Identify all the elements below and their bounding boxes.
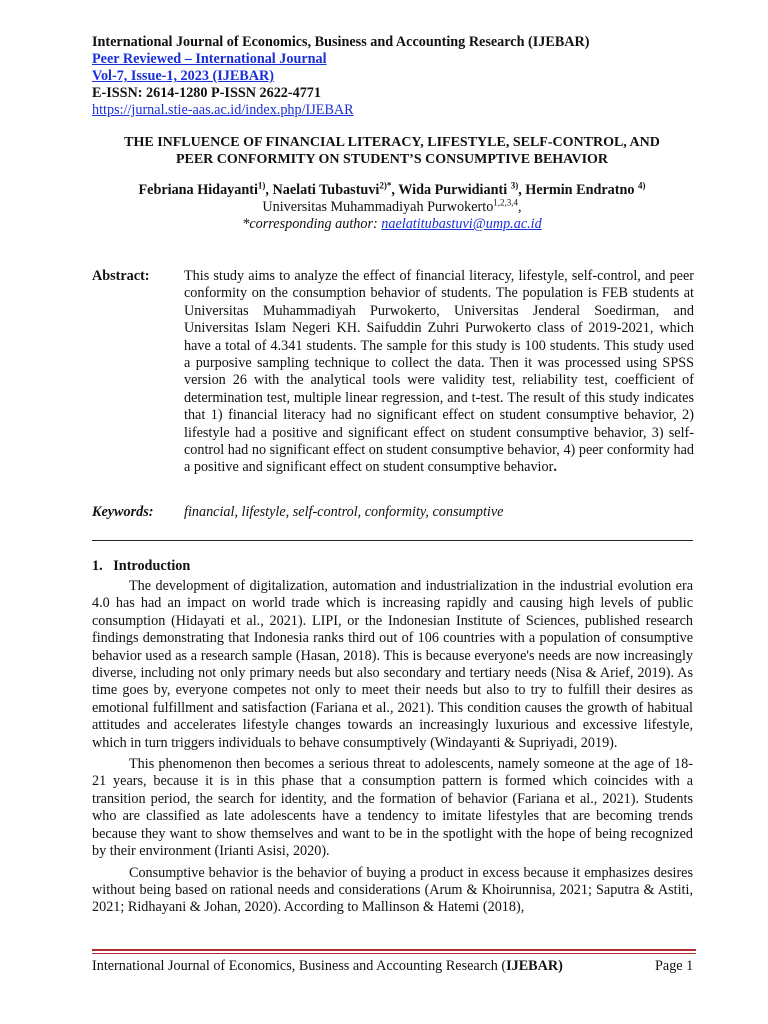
footer-rule-thin — [92, 953, 696, 954]
affiliation-sup: 1,2,3,4 — [493, 197, 519, 208]
corresponding-author — [90, 216, 694, 233]
author-2-sup: 2)* — [379, 180, 392, 191]
affiliation-name: Universitas Muhammadiyah Purwokerto — [262, 199, 494, 215]
paragraph: This phenomenon then becomes a serious threat to adolescents, namely someone at the age of 18-21 years, because it is in this phase that a consumption pattern is formed which coincides with a transition period, the search for identity, and the formation of behavior (Fariana et al., 2021). Students who are classified as late adolescents have a tendency to imitate lifestyles that are becoming trends because they want to show themselves and want to be in the spotlight with the hope of being recognized by their environment (Irianti Asisi, 2020). — [92, 756, 693, 860]
abstract-text — [184, 268, 694, 477]
paragraph: The development of digitalization, automation and industrialization in the industrial evolution era 4.0 has had an impact on world trade which is increasing rapidly and causing high levels of public consumption (Hidayati et al., 2021). LIPI, or the Indonesian Institute of Sciences, published research findings demonstrating that Indonesia ranks third out of 106 countries with a population of consumptive behavior used as a research sample (Hasan, 2018). This is because everyone's needs are now increasingly diverse, including not only primary needs but also secondary and tertiary needs (Nisa & Arief, 2019). As time goes by, everyone competes not only to meet their needs but also to try to fulfill their desires as emotional fulfillment and satisfaction (Fariana et al., 2021). This condition causes the growth of habitual attitudes and accelerates lifestyle changes towards an increasingly luxurious and excessive lifestyle, which in turn triggers individuals to behave consumptively (Windayanti & Supriyadi, 2019). — [92, 578, 693, 751]
paper-title — [90, 134, 694, 168]
section-heading: 1. Introduction — [92, 558, 191, 574]
title-line-2: PEER CONFORMITY ON STUDENT’S CONSUMPTIVE BEHAVIOR — [175, 152, 609, 167]
title-line-1: THE INFLUENCE OF FINANCIAL LITERACY, LIFESTYLE, SELF-CONTROL, AND — [124, 135, 660, 150]
footer-journal-name: International Journal of Economics, Business and Accounting Research ( — [92, 958, 507, 974]
abstract-end: . — [553, 459, 557, 476]
page-number: Page 1 — [655, 958, 694, 974]
introduction-body — [92, 578, 693, 921]
author-4-sup: 4) — [638, 180, 646, 191]
issn: E-ISSN: 2614-1280 P-ISSN 2622-4771 — [92, 85, 321, 101]
volume-link[interactable]: Vol-7, Issue-1, 2023 (IJEBAR) — [92, 68, 274, 84]
journal-name: International Journal of Economics, Business and Accounting Research (IJEBAR) — [92, 34, 590, 50]
author-1: Febriana Hidayanti — [138, 182, 258, 198]
paragraph: Consumptive behavior is the behavior of buying a product in excess because it emphasizes desires without being based on rational needs and considerations (Arum & Khoirunnisa, 2021; Saputra & Astiti, 2021; Ridhayani & Johan, 2020). According to Mallinson & Hatemi (2018), — [92, 864, 693, 916]
abstract-label: Abstract: — [92, 268, 150, 284]
footer-rule-thick — [92, 949, 696, 951]
author-2: Naelati Tubastuvi — [272, 182, 380, 198]
author-3: Wida Purwidianti — [398, 182, 508, 198]
author-block — [90, 182, 694, 233]
section-divider — [92, 540, 693, 541]
journal-header — [92, 34, 692, 119]
affiliation: Universitas Muhammadiyah Purwokerto$^{1,2,3,4}$, — [262, 197, 522, 215]
author-list: Febriana Hidayanti$^{1)}$, Naelati Tubastuvi$^{2)*}$, Wida Purwidianti $^{3)}$, Hermin Endratno $^{4)}$ — [138, 180, 646, 198]
keywords-text: financial, lifestyle, self-control, conformity, consumptive — [184, 504, 504, 520]
journal-url-link[interactable]: https://jurnal.stie-aas.ac.id/index.php/IJEBAR — [92, 102, 354, 118]
author-1-sup: 1) — [257, 180, 266, 191]
corresponding-label: *corresponding author: — [242, 216, 378, 232]
author-3-sup: 3) — [510, 180, 519, 191]
peer-reviewed-link[interactable]: Peer Reviewed – International Journal — [92, 51, 327, 67]
keywords-label: Keywords: — [92, 504, 154, 520]
email-link[interactable]: naelatitubastuvi@ump.ac.id — [381, 216, 542, 232]
abstract-body: This study aims to analyze the effect of financial literacy, lifestyle, self-control, and peer conformity on the consumption behavior of students. The population is FEB students at Universitas Muhammadiyah Purwokerto, Universitas Jenderal Soedirman, and Universitas Islam Negeri KH. Saifuddin Zuhri Purwokerto class of 2019-2021, which have a total of 4.341 students. The sample for this study is 100 students. This study used a purposive sampling technique to collect the data. Then it was processed using SPSS version 26 with the analytical tools were validity test, reliability test, coefficient of determination test, multiple linear regression, and t-test. The result of this study indicates that 1) financial literacy had no significant effect on student consumptive behavior, 2) lifestyle had a positive and significant effect on student consumptive behavior, 3) self-control had no significant effect on student consumptive behavior, 4) peer conformity had a positive and significant effect on student consumptive behavior — [184, 268, 694, 476]
footer-journal — [92, 958, 563, 975]
footer-journal-abbr: IJEBAR) — [506, 958, 563, 974]
author-4: Hermin Endratno — [525, 182, 635, 198]
